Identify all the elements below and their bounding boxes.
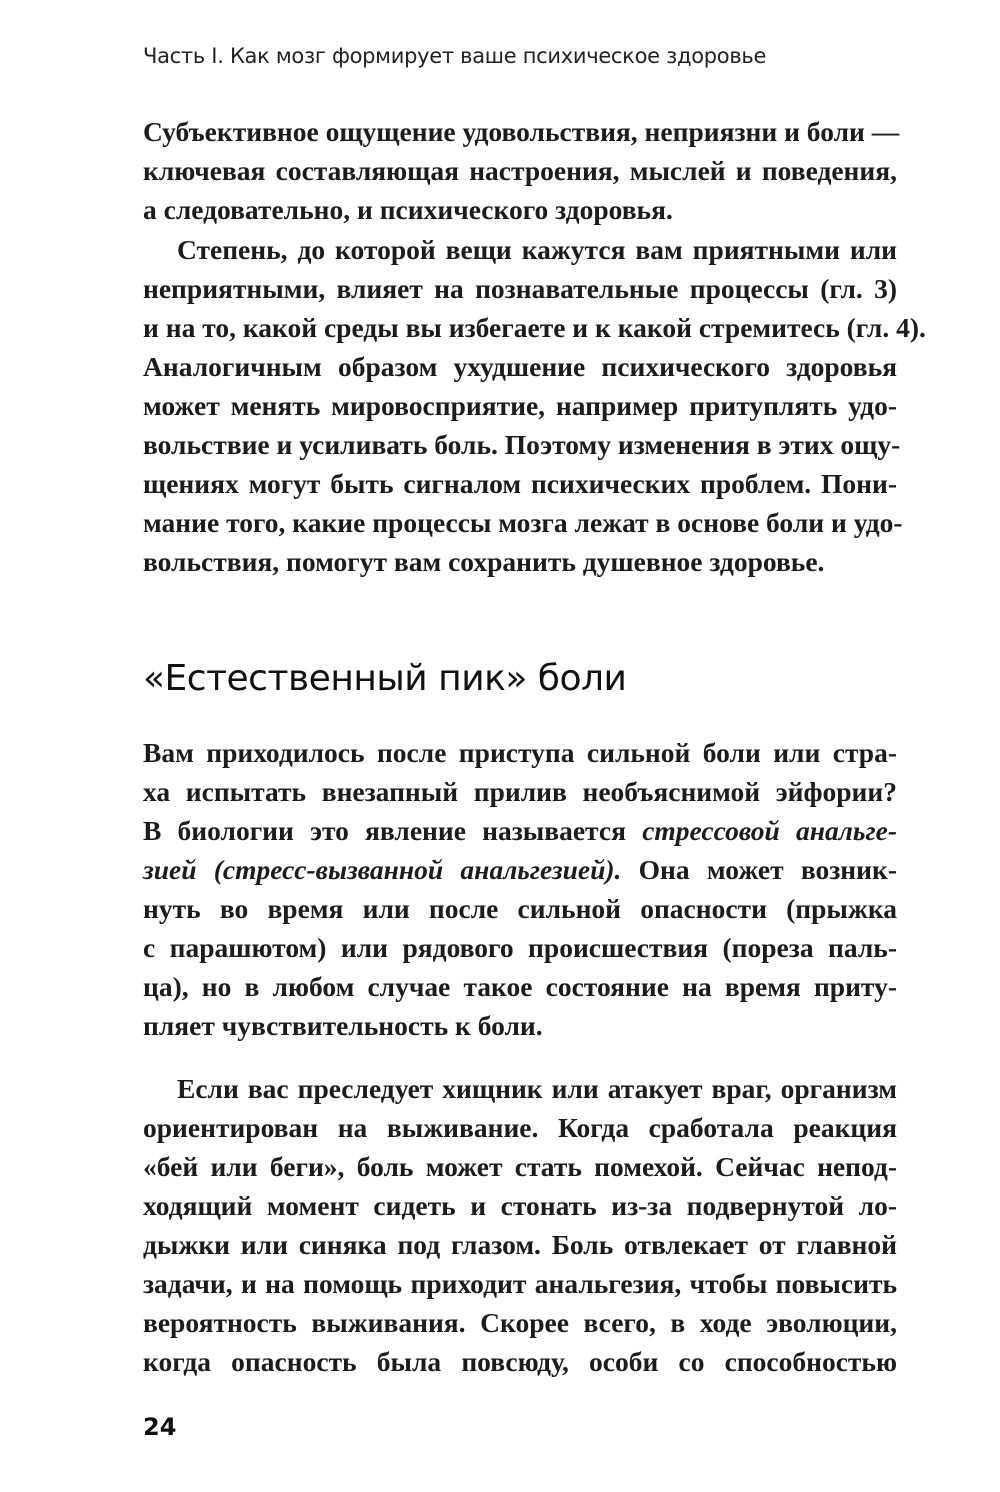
paragraph-3 (143, 733, 897, 1045)
paragraph-4 (143, 1069, 897, 1381)
text-line: ха испытать внезапный прилив необъяснимой эйфории? (143, 776, 897, 807)
text-line: Вам приходилось после приступа сильной боли или стра- (143, 737, 897, 768)
text-line: а следовательно, и психического здоровья. (143, 194, 673, 225)
text-line: ключевая составляющая настроения, мыслей и поведения, (143, 155, 897, 186)
text-line: Аналогичным образом ухудшение психического здоровья (143, 351, 897, 382)
text-line: щениях могут быть сигналом психических проблем. Пони- (143, 468, 897, 499)
text-line: ориентирован на выживание. Когда сработала реакция (143, 1112, 897, 1143)
text-line: вольствия, помогут вам сохранить душевное здоровье. (143, 546, 825, 577)
paragraph-2 (143, 230, 926, 581)
text-line: и на то, какой среды вы избегаете и к какой стремитесь (гл. 4). (143, 312, 926, 343)
text-line: дыжки или синяка под глазом. Боль отвлекает от главной (143, 1229, 897, 1260)
section-title: «Естественный пик» боли (143, 658, 627, 699)
text-line: когда опасность была повсюду, особи со способностью (143, 1346, 897, 1377)
text-line (143, 850, 897, 889)
text-line (143, 811, 897, 850)
text-line: пляет чувствительность к боли. (143, 1010, 543, 1041)
text-line (143, 230, 897, 269)
italic-term: стрессовой анальге- (642, 815, 897, 846)
text-line (143, 1069, 897, 1108)
text-line: с парашютом) или рядового происшествия (пореза паль- (143, 932, 897, 963)
text-line: вольствие и усиливать боль. Поэтому изменения в этих ощу- (143, 429, 901, 460)
text-line: ца), но в любом случае такое состояние на время приту- (143, 971, 897, 1002)
page-number: 24 (143, 1413, 177, 1441)
text-line: нуть во время или после сильной опасности (прыжка (143, 893, 897, 924)
text-line: вероятность выживания. Скорее всего, в ходе эволюции, (143, 1307, 897, 1338)
text-line: «бей или беги», боль может стать помехой. Сейчас непод- (143, 1151, 897, 1182)
text-line-content: Степень, до которой вещи кажутся вам приятными или (177, 234, 897, 265)
text-line: задачи, и на помощь приходит анальгезия, чтобы повысить (143, 1268, 897, 1299)
text-run: В биологии это явление называется (143, 815, 643, 846)
running-head: Часть I. Как мозг формирует ваше психическое здоровье (143, 44, 767, 68)
text-line: ходящий момент сидеть и стонать из-за подвернутой ло- (143, 1190, 897, 1221)
text-run: Она может возник- (621, 854, 897, 885)
text-line-content: Если вас преследует хищник или атакует враг, организм (177, 1073, 897, 1104)
italic-term: зией (стресс-вызванной анальгезией). (143, 854, 622, 885)
text-line: мание того, какие процессы мозга лежат в основе боли и удо- (143, 507, 903, 538)
text-line: неприятными, влияет на познавательные процессы (гл. 3) (143, 273, 897, 304)
intro-paragraph (143, 112, 900, 229)
text-line: может менять мировосприятие, например притуплять удо- (143, 390, 897, 421)
text-line: Субъективное ощущение удовольствия, неприязни и боли — (143, 116, 900, 147)
